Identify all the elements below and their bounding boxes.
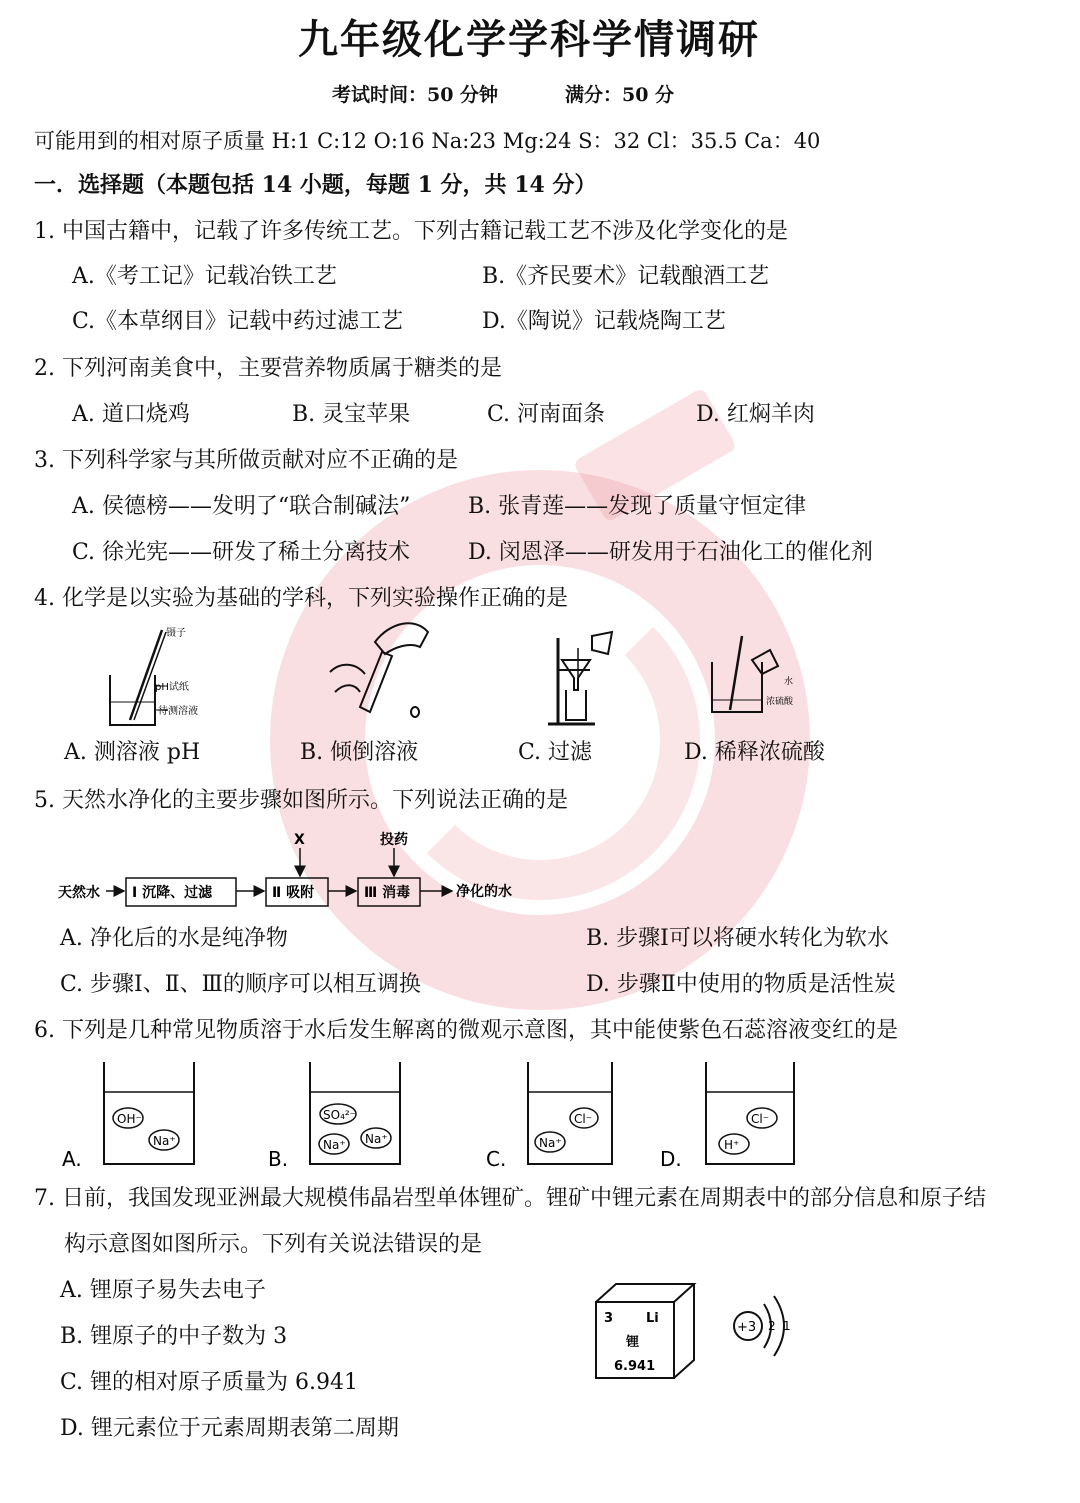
q1-option-b: B.《齐民要术》记载酿酒工艺 bbox=[482, 264, 770, 289]
q2-option-c: C. 河南面条 bbox=[487, 402, 606, 427]
q3-option-b: B. 张青莲——发现了质量守恒定律 bbox=[468, 494, 807, 519]
q2-option-b: B. 灵宝苹果 bbox=[292, 402, 411, 427]
filtration-illustration bbox=[540, 628, 630, 728]
page-title: 九年级化学学科学情调研 bbox=[298, 17, 760, 63]
q5-stem: 5. 天然水净化的主要步骤如图所示。下列说法正确的是 bbox=[34, 788, 568, 813]
ion-label: Cl⁻ bbox=[751, 1112, 770, 1126]
q7-option-d: D. 锂元素位于元素周期表第二周期 bbox=[60, 1416, 399, 1441]
q7-stem-line1: 7. 日前，我国发现亚洲最大规模伟晶岩型单体锂矿。锂矿中锂元素在周期表中的部分信息和原子结 bbox=[34, 1186, 986, 1211]
beaker-c bbox=[484, 1056, 644, 1171]
ph-test-illustration bbox=[100, 620, 220, 735]
q4-option-a: A. 测溶液 pH bbox=[64, 740, 201, 765]
q7-stem-line2: 构示意图如图所示。下列有关说法错误的是 bbox=[64, 1232, 483, 1257]
water-purification-flowchart bbox=[54, 826, 554, 916]
beaker-d bbox=[658, 1056, 818, 1171]
q6-stem: 6. 下列是几种常见物质溶于水后发生解离的微观示意图，其中能使紫色石蕊溶液变红的是 bbox=[34, 1018, 898, 1043]
q3-option-c: C. 徐光宪——研发了稀土分离技术 bbox=[72, 540, 411, 565]
q1-option-d: D.《陶说》记载烧陶工艺 bbox=[482, 309, 726, 334]
shell1-electrons: 2 bbox=[768, 1319, 776, 1333]
ion-label: Na⁺ bbox=[323, 1138, 346, 1152]
beaker-b bbox=[266, 1056, 426, 1171]
q3-stem: 3. 下列科学家与其所做贡献对应不正确的是 bbox=[34, 448, 458, 473]
q7-option-b: B. 锂原子的中子数为 3 bbox=[60, 1324, 288, 1349]
q5-option-d: D. 步骤Ⅱ中使用的物质是活性炭 bbox=[586, 972, 896, 997]
full-score: 满分：50 分 bbox=[565, 84, 675, 106]
q2-option-d: D. 红焖羊肉 bbox=[696, 402, 815, 427]
q1-option-c: C.《本草纲目》记载中药过滤工艺 bbox=[72, 309, 404, 334]
ion-label: SO₄²⁻ bbox=[323, 1108, 357, 1122]
q6-option-b: B. bbox=[268, 1147, 289, 1171]
pouring-illustration bbox=[320, 612, 440, 722]
flow-x-label: X bbox=[294, 832, 305, 848]
q2-option-a: A. 道口烧鸡 bbox=[72, 402, 190, 427]
q5-option-c: C. 步骤Ⅰ、Ⅱ、Ⅲ的顺序可以相互调换 bbox=[60, 972, 421, 997]
q6-option-a: A. bbox=[62, 1147, 82, 1171]
q6-option-d: D. bbox=[660, 1147, 682, 1171]
q5-option-b: B. 步骤Ⅰ可以将硬水转化为软水 bbox=[586, 926, 889, 951]
ion-label: OH⁻ bbox=[117, 1112, 142, 1126]
element-cell-lithium bbox=[590, 1282, 700, 1382]
q3-option-a: A. 侯德榜——发明了“联合制碱法” bbox=[72, 494, 411, 519]
flow-step2: Ⅱ 吸附 bbox=[272, 885, 315, 901]
dilution-illustration bbox=[700, 630, 810, 720]
q6-option-c: C. bbox=[486, 1147, 507, 1171]
section-heading: 一．选择题（本题包括 14 小题，每题 1 分，共 14 分） bbox=[34, 172, 597, 198]
ion-label: H⁺ bbox=[724, 1138, 740, 1152]
tweezers-label: 镊子 bbox=[166, 628, 186, 639]
ion-label: Cl⁻ bbox=[574, 1112, 593, 1126]
water-label: 水 bbox=[784, 677, 794, 687]
atomic-structure-diagram bbox=[728, 1290, 798, 1370]
ion-label: Na⁺ bbox=[365, 1132, 388, 1146]
ion-label: Na⁺ bbox=[539, 1136, 562, 1150]
exam-time: 考试时间：50 分钟 bbox=[332, 84, 499, 106]
shell2-electrons: 1 bbox=[783, 1319, 791, 1333]
atomic-mass: 6.941 bbox=[614, 1359, 656, 1374]
nucleus-charge: +3 bbox=[737, 1320, 757, 1335]
q7-option-a: A. 锂原子易失去电子 bbox=[60, 1278, 266, 1303]
q4-option-c: C. 过滤 bbox=[518, 740, 593, 765]
beaker-a bbox=[60, 1056, 220, 1171]
ion-label: Na⁺ bbox=[153, 1134, 176, 1148]
element-name: 锂 bbox=[626, 1335, 640, 1350]
q1-option-a: A.《考工记》记载冶铁工艺 bbox=[72, 264, 337, 289]
q2-stem: 2. 下列河南美食中，主要营养物质属于糖类的是 bbox=[34, 356, 502, 381]
flow-dose-label: 投药 bbox=[380, 832, 408, 848]
atomic-number: 3 bbox=[604, 1311, 614, 1326]
atomic-masses: 可能用到的相对原子质量 H:1 C:12 O:16 Na:23 Mg:24 S：32 Cl：35.5 Ca：40 bbox=[34, 129, 821, 153]
q4-stem: 4. 化学是以实验为基础的学科，下列实验操作正确的是 bbox=[34, 586, 568, 611]
q4-option-b: B. 倾倒溶液 bbox=[300, 740, 419, 765]
q1-stem: 1. 中国古籍中，记载了许多传统工艺。下列古籍记载工艺不涉及化学变化的是 bbox=[34, 219, 788, 244]
flow-step1: Ⅰ 沉降、过滤 bbox=[132, 885, 213, 901]
q4-option-d: D. 稀释浓硫酸 bbox=[684, 740, 825, 765]
flow-step3: Ⅲ 消毒 bbox=[364, 885, 411, 901]
element-symbol: Li bbox=[646, 1311, 659, 1326]
flow-output: 净化的水 bbox=[456, 884, 512, 900]
test-solution-label: 待测溶液 bbox=[158, 706, 198, 717]
q3-option-d: D. 闵恩泽——研发用于石油化工的催化剂 bbox=[468, 540, 873, 565]
flow-input: 天然水 bbox=[58, 885, 100, 901]
acid-label: 浓硫酸 bbox=[766, 697, 794, 707]
q7-option-c: C. 锂的相对原子质量为 6.941 bbox=[60, 1370, 359, 1395]
q5-option-a: A. 净化后的水是纯净物 bbox=[60, 926, 288, 951]
ph-paper-label: pH试纸 bbox=[155, 682, 189, 693]
